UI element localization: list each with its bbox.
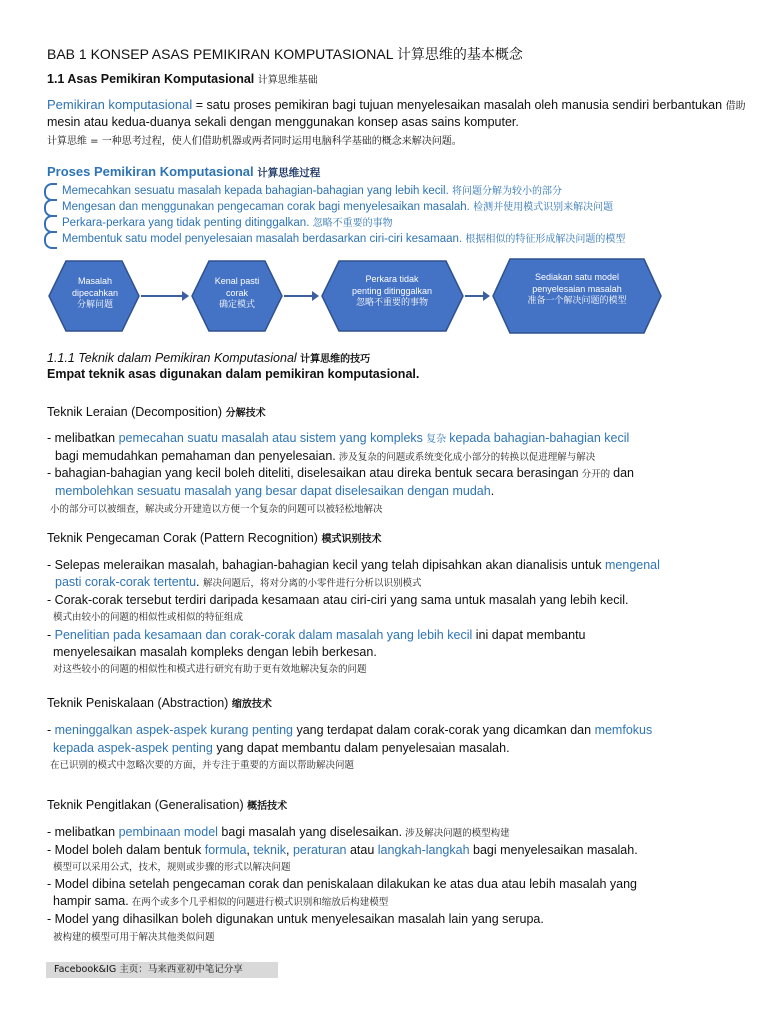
technique-title-cn: 概括技术 <box>247 801 288 812</box>
definition-text: = satu proses pemikiran bagi tujuan menyelesaikan masalah oleh manusia sendiri berbantukan <box>195 98 723 112</box>
flow-node-line: Perkara tidak <box>365 274 419 284</box>
step-text-cn: 忽略不重要的事物 <box>312 218 393 229</box>
section-label-cn: 计算思维的技巧 <box>300 354 371 365</box>
technique-title: Teknik Pengitlakan (Generalisation) <box>47 798 244 812</box>
highlight-text: meninggalkan aspek-aspek kurang penting <box>54 723 293 737</box>
highlight-text: teknik <box>253 843 287 857</box>
flow-arrow-icon <box>465 295 488 297</box>
line-text: yang dapat membantu dalam penyelesaian masalah. <box>212 741 510 755</box>
line-text: hampir sama. <box>53 894 129 908</box>
line-text-cn: 解决问题后，将对分离的小零件进行分析以识别模式 <box>203 578 422 589</box>
line-text: . <box>490 484 495 498</box>
technique-line <box>47 721 652 739</box>
flow-node-line: penyelesaian masalah <box>532 284 622 294</box>
line-text: bagi menyelesaikan masalah. <box>469 843 638 857</box>
step-text: Mengesan dan menggunakan pengecaman corak bagi menyelesaikan masalah. <box>62 201 470 213</box>
technique-line <box>47 626 586 644</box>
line-text-cn: 复杂 <box>422 434 450 445</box>
line-text: bagi memudahkan pemahaman dan penyelesaian. <box>55 449 336 463</box>
step-text-cn: 根据相似的特征形成解决问题的模型 <box>465 234 626 245</box>
step-text: Memecahkan sesuatu masalah kepada bahagian-bahagian yang lebih kecil. <box>62 185 449 197</box>
section-label: 1.1.1 Teknik dalam Pemikiran Komputasional <box>47 351 297 365</box>
flow-node-line: Kenal pasti <box>214 276 260 286</box>
technique-note-cn: 对这些较小的问题的相似性和模式进行研究有助于更有效地解决复杂的问题 <box>53 664 367 675</box>
flow-node-3 <box>330 273 454 309</box>
flow-node-1 <box>58 275 132 311</box>
highlight-text: kepada bahagian-bahagian kecil <box>449 431 630 445</box>
step-text: Perkara-perkara yang tidak penting ditinggalkan. <box>62 217 310 229</box>
step-text-cn: 将问题分解为较小的部分 <box>452 186 562 197</box>
section-label-cn: 计算思维基础 <box>257 75 318 86</box>
line-text: - melibatkan <box>47 431 119 445</box>
technique-title: Teknik Pengecaman Corak (Pattern Recognition) <box>47 531 318 545</box>
definition-text-cn: 借助 <box>725 101 746 112</box>
step-text: Membentuk satu model penyelesaian masalah berdasarkan ciri-ciri kesamaan. <box>62 233 463 245</box>
technique-title-cn: 缩放技术 <box>231 699 272 710</box>
chapter-title: BAB 1 KONSEP ASAS PEMIKIRAN KOMPUTASIONAL 计算思维的基本概念 <box>47 46 523 62</box>
technique-line <box>47 556 660 574</box>
line-text-cn: 分开的 <box>578 469 614 480</box>
intro-text: Empat teknik asas digunakan dalam pemikiran komputasional. <box>47 367 420 381</box>
flow-node-cn: 分解问题 <box>76 300 113 310</box>
flow-node-line: Masalah <box>77 276 113 286</box>
section-label: 1.1 Asas Pemikiran Komputasional <box>47 72 255 86</box>
technique-line <box>47 823 510 843</box>
flow-node-line: corak <box>225 288 248 298</box>
flow-node-cn: 确定模式 <box>218 300 255 310</box>
technique-line: - Model dibina setelah pengecaman corak dan peniskalaan dilakukan ke atas dua atau lebih masalah yang <box>47 877 637 891</box>
technique-heading <box>47 404 266 419</box>
highlight-text: pemecahan suatu masalah atau sistem yang kompleks <box>118 431 423 445</box>
technique-title-cn: 分解技术 <box>225 408 266 419</box>
flow-node-cn: 准备一个解决问题的模型 <box>527 296 627 306</box>
footer-label: Facebook&IG 主页：马来西亚初中笔记分享 <box>46 962 278 978</box>
technique-line <box>47 841 638 859</box>
definition-cn: 计算思维 = 一种思考过程，使人们借助机器或两者同时运用电脑科学基础的概念来解决问题。 <box>47 136 462 147</box>
technique-note-cn: 被构建的模型可用于解决其他类似问题 <box>53 932 215 943</box>
highlight-text: langkah-langkah <box>377 843 470 857</box>
line-text: , <box>286 843 293 857</box>
technique-heading <box>47 797 287 812</box>
line-text: ini dapat membantu <box>472 628 586 642</box>
technique-line <box>53 892 388 912</box>
technique-line <box>55 482 494 500</box>
line-text: - <box>47 723 55 737</box>
highlight-text: kepada aspek-aspek penting <box>53 741 213 755</box>
flow-node-cn: 忽略不重要的事物 <box>355 298 428 308</box>
line-text: , <box>246 843 254 857</box>
line-text: bagi masalah yang diselesaikan. <box>217 825 403 839</box>
line-text-cn: 涉及复杂的问题或系统变化成小部分的转换以促进理解与解决 <box>335 452 596 463</box>
line-text: dan <box>613 466 635 480</box>
line-text: - melibatkan <box>47 825 119 839</box>
step-text-cn: 检测并使用模式识别来解决问题 <box>473 202 614 213</box>
technique-line <box>53 739 510 757</box>
line-text: - <box>47 628 55 642</box>
line-text-cn: 在两个或多个几乎相似的问题进行模式识别和缩放后构建模型 <box>128 897 389 908</box>
flow-node-2 <box>200 275 274 311</box>
technique-note-cn: 小的部分可以被细查，解决或分开建造以方便一个复杂的问题可以被轻松地解决 <box>50 504 383 515</box>
technique-line <box>47 464 634 484</box>
technique-title: Teknik Leraian (Decomposition) <box>47 405 223 419</box>
proses-title: Proses Pemikiran Komputasional <box>47 164 254 179</box>
line-text: atau <box>346 843 378 857</box>
technique-note-cn: 在已识别的模式中忽略次要的方面，并专注于重要的方面以帮助解决问题 <box>50 760 355 771</box>
line-text: - Model boleh dalam bentuk <box>47 843 205 857</box>
technique-title: Teknik Peniskalaan (Abstraction) <box>47 696 229 710</box>
technique-line: - Corak-corak tersebut terdiri daripada kesamaan atau ciri-ciri yang sama untuk masalah yang lebih kecil. <box>47 593 629 607</box>
flow-arrow-icon <box>141 295 187 297</box>
flow-node-4 <box>500 271 654 307</box>
technique-heading <box>47 530 381 545</box>
line-text-cn: 涉及解决问题的模型构建 <box>402 828 510 839</box>
highlight-text: formula <box>204 843 247 857</box>
flow-arrow-icon <box>284 295 317 297</box>
definition-term: Pemikiran komputasional <box>47 97 193 112</box>
highlight-text: memfokus <box>594 723 653 737</box>
highlight-text: pembinaan model <box>118 825 218 839</box>
highlight-text: mengenal <box>605 558 660 572</box>
proses-title-cn: 计算思维过程 <box>257 167 321 179</box>
flow-node-line: dipecahkan <box>71 288 119 298</box>
technique-line: - Model yang dihasilkan boleh digunakan untuk menyelesaikan masalah lain yang serupa. <box>47 912 544 926</box>
technique-line <box>55 573 422 593</box>
technique-title-cn: 模式识别技术 <box>321 534 382 545</box>
flow-node-line: Sediakan satu model <box>534 272 620 282</box>
highlight-text: Penelitian pada kesamaan dan corak-corak dalam masalah yang lebih kecil <box>54 628 473 642</box>
technique-heading <box>47 695 272 710</box>
technique-note-cn: 模型可以采用公式，技术，规则或步骤的形式以解决问题 <box>53 862 291 873</box>
highlight-text: membolehkan sesuatu masalah yang besar dapat diselesaikan dengan mudah <box>55 484 491 498</box>
technique-note-cn: 模式由较小的问题的相似性或相似的特征组成 <box>53 612 244 623</box>
highlight-text: peraturan <box>292 843 347 857</box>
line-text: yang terdapat dalam corak-corak yang dicamkan dan <box>293 723 595 737</box>
section-heading-1-1-1 <box>47 350 370 365</box>
line-text: - Selepas meleraikan masalah, bahagian-bahagian kecil yang telah dipisahkan akan dianalisis untuk <box>47 558 605 572</box>
flow-node-line: penting ditinggalkan <box>351 286 433 296</box>
line-text: - bahagian-bahagian yang kecil boleh diteliti, diselesaikan atau direka bentuk secara berasingan <box>47 466 579 480</box>
line-text: . <box>196 575 203 589</box>
technique-line <box>47 429 629 449</box>
highlight-text: pasti corak-corak tertentu <box>55 575 197 589</box>
technique-line: menyelesaikan masalah kompleks dengan lebih berkesan. <box>53 645 377 659</box>
definition-line-2: mesin atau kedua-duanya sekali dengan menggunakan konsep asas sains komputer. <box>47 115 519 129</box>
